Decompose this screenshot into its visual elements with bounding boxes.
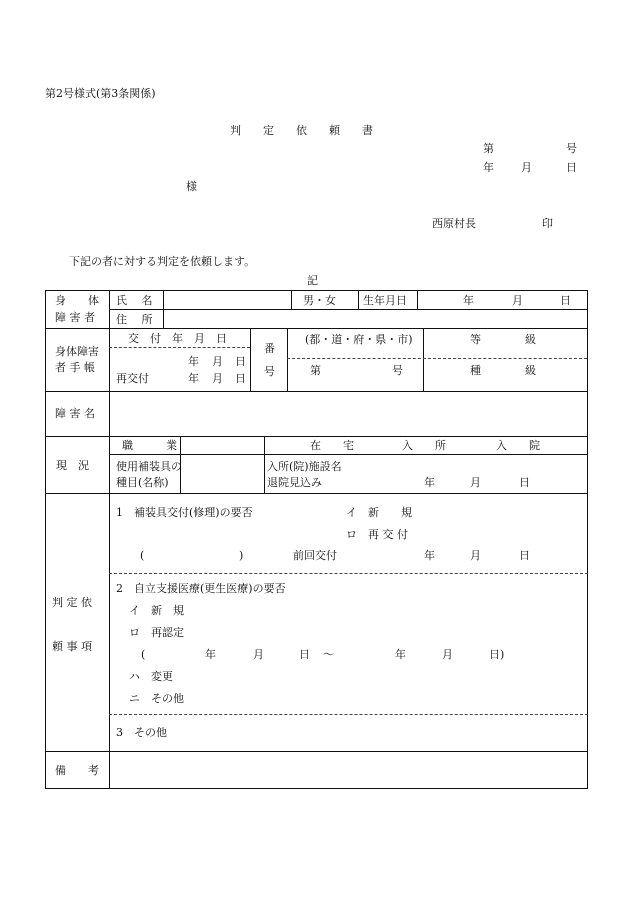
item1-paren-open: (: [140, 549, 145, 562]
item2-end-month: 月: [442, 648, 453, 661]
discharge-month: 月: [470, 476, 481, 489]
residence-hospital[interactable]: 入 院: [496, 439, 540, 452]
discharge-label: 退院見込み: [267, 476, 322, 489]
item1-title: 1 補装具交付(修理)の要否: [116, 506, 253, 519]
residence-home[interactable]: 在 宅: [310, 439, 354, 452]
item2-start-month: 月: [253, 648, 264, 661]
remarks-field[interactable]: [112, 754, 584, 785]
doc-number-suffix: 号: [566, 142, 577, 155]
discharge-day: 日: [519, 476, 530, 489]
item2-option-new[interactable]: イ 新 規: [129, 604, 184, 617]
grade-label: 等 級: [470, 333, 536, 346]
handbook-label-1: 身体障害: [55, 345, 99, 358]
date-month: 月: [521, 161, 532, 174]
item1-paren-close: ): [239, 549, 244, 562]
item1-option-new[interactable]: イ 新 規: [346, 506, 412, 519]
date-year: 年: [483, 161, 494, 174]
device-label-1: 使用補装具の: [116, 460, 182, 473]
handbook-label-2: 者 手 帳: [55, 361, 95, 374]
page-title: 判 定 依 頼 書: [230, 124, 373, 137]
birth-year: 年: [463, 294, 474, 307]
handbook-number-dai: 第: [310, 364, 321, 377]
sender-name: 西原村長: [432, 217, 476, 230]
reissue-label: 再交付: [116, 372, 149, 385]
item1-year: 年: [424, 549, 435, 562]
address-field[interactable]: [166, 311, 584, 326]
item1-prev-label: 前回交付: [293, 549, 337, 562]
gender-options[interactable]: 男・女: [303, 294, 336, 307]
issue-year: 年: [188, 355, 199, 368]
date-day: 日: [566, 161, 577, 174]
reissue-year: 年: [188, 372, 199, 385]
prefecture-options: (都・道・府・県・市): [305, 333, 413, 346]
item2-tilde: ～: [323, 648, 334, 661]
request-label-1: 判 定 依: [52, 596, 92, 609]
type-label: 種 級: [470, 364, 536, 377]
address-label: 住 所: [116, 313, 153, 326]
item2-start-year: 年: [205, 648, 216, 661]
item2-end-year: 年: [395, 648, 406, 661]
item2-start-day: 日: [299, 648, 310, 661]
issue-month: 月: [212, 355, 223, 368]
addressee-suffix: 様: [186, 180, 197, 193]
residence-facility[interactable]: 入 所: [402, 439, 446, 452]
reissue-month: 月: [212, 372, 223, 385]
item3-title: 3 その他: [116, 726, 167, 739]
request-label-2: 頼 事 項: [52, 640, 92, 653]
item1-day: 日: [519, 549, 530, 562]
disability-name-field[interactable]: [112, 394, 584, 433]
device-label-2: 種目(名称): [116, 476, 169, 489]
disability-name-label: 障 害 名: [55, 407, 95, 420]
person-label-2: 障 害 者: [55, 311, 95, 324]
name-label: 氏 名: [116, 294, 153, 307]
birth-month: 月: [512, 294, 523, 307]
occupation-label: 職 業: [122, 439, 177, 452]
status-label: 現 況: [56, 459, 89, 472]
item2-range-open: (: [141, 648, 146, 661]
item1-option-reissue[interactable]: ロ 再 交 付: [346, 528, 408, 541]
intro-text: 下記の者に対する判定を依頼します。: [69, 255, 256, 268]
issue-date-label: 交 付 年 月 日: [128, 332, 227, 345]
form-number: 第2号様式(第3条関係): [45, 87, 156, 100]
birth-day: 日: [560, 294, 571, 307]
discharge-year: 年: [424, 476, 435, 489]
reissue-day: 日: [235, 372, 246, 385]
handbook-number-go: 号: [392, 364, 403, 377]
ki-label: 記: [307, 274, 318, 287]
doc-number-prefix: 第: [483, 142, 494, 155]
item2-option-recert[interactable]: ロ 再認定: [129, 626, 184, 639]
item1-month: 月: [470, 549, 481, 562]
number-label-go: 号: [264, 365, 275, 378]
item2-option-change[interactable]: ハ 変更: [129, 670, 173, 683]
facility-label: 入所(院)施設名: [267, 460, 342, 473]
birth-label: 生年月日: [363, 294, 407, 307]
number-label-ban: 番: [264, 342, 275, 355]
seal-mark: 印: [542, 217, 553, 230]
item2-end-day: 日): [489, 648, 505, 661]
issue-day: 日: [235, 355, 246, 368]
name-field[interactable]: [166, 292, 288, 307]
item2-option-other[interactable]: ニ その他: [129, 692, 184, 705]
item2-title: 2 自立支援医療(更生医療)の要否: [116, 582, 286, 595]
person-label-1: 身 体: [55, 294, 99, 307]
remarks-label: 備 考: [55, 764, 99, 777]
